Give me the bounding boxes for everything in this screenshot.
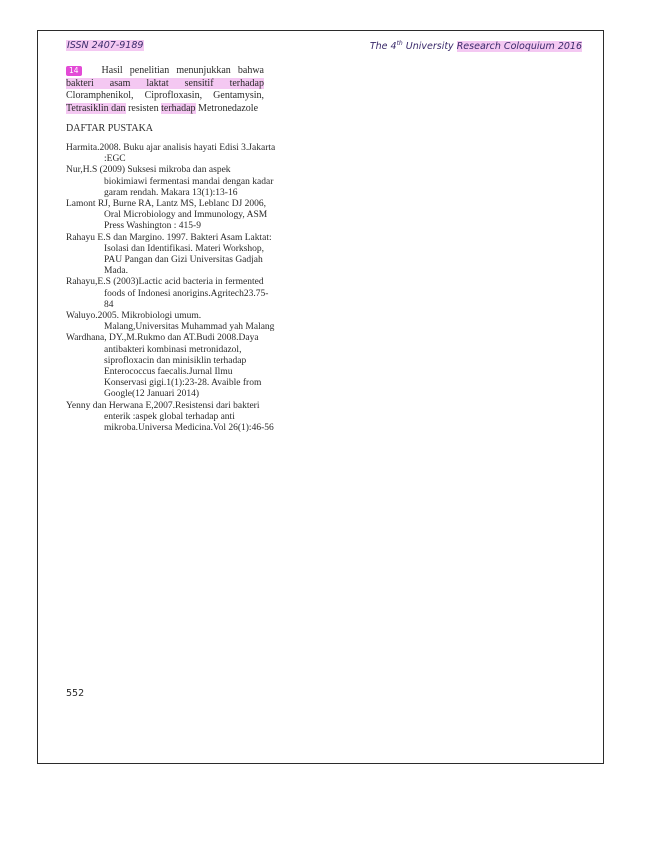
body-line-4-highlight-b: terhadap bbox=[161, 102, 196, 114]
body-line-3: Cloramphenikol, Ciprofloxasin, Gentamysin, bbox=[66, 90, 264, 101]
conference-highlight: Research Coloquium 2016 bbox=[456, 41, 582, 53]
reference-entry: Waluyo.2005. Mikrobiologi umum. Malang,Universitas Muhammad yah Malang bbox=[66, 311, 275, 333]
conference-header bbox=[370, 40, 582, 52]
conference-middle: University bbox=[402, 41, 457, 53]
body-line-4-highlight-a: Tetrasiklin dan bbox=[66, 102, 126, 114]
reference-entry: Lamont RJ, Burne RA, Lantz MS, Leblanc DJ 2006, Oral Microbiology and Immunology, ASM Press Washington : 415-9 bbox=[66, 199, 268, 232]
body-line-4-mid: resisten bbox=[125, 102, 162, 114]
body-line-1: Hasil penelitian menunjukkan bahwa bbox=[101, 65, 264, 76]
references-list bbox=[66, 143, 276, 434]
issn-header: ISSN 2407-9189 bbox=[67, 40, 144, 51]
body-line-2-highlight: bakteri asam laktat sensitif terhadap bbox=[66, 77, 264, 89]
conference-ordinal: th bbox=[396, 40, 403, 47]
reference-entry: Nur,H.S (2009) Suksesi mikroba dan aspek biokimiawi fermentasi mandai dengan kadar garam rendah. Makara 13(1):13-16 bbox=[66, 165, 274, 198]
conference-prefix: The 4 bbox=[369, 41, 397, 53]
body-line-4-end: Metronedazole bbox=[195, 102, 259, 114]
references-heading: DAFTAR PUSTAKA bbox=[66, 123, 154, 134]
reference-entry: Rahayu E.S dan Margino. 1997. Bakteri Asam Laktat: Isolasi dan Identifikasi. Materi Workshop, PAU Pangan dan Gizi Universitas Gadjah Mada. bbox=[66, 232, 272, 277]
conclusion-paragraph bbox=[66, 65, 264, 115]
reference-entry: Wardhana, DY.,M.Rukmo dan AT.Budi 2008.Daya antibakteri kombinasi metronidazol, siprofloxacin dan minisiklin terhadap Enterococcus faecalis.Jurnal Ilmu Konservasi gigi.1(1):23-28. Avaible from Google(12 Januari 2014) bbox=[66, 333, 262, 400]
reference-entry: Harmita.2008. Buku ajar analisis hayati Edisi 3.Jakarta :EGC bbox=[66, 143, 276, 165]
annotation-badge[interactable]: 14 bbox=[66, 66, 82, 76]
page-number: 552 bbox=[66, 688, 85, 699]
reference-entry: Rahayu,E.S (2003)Lactic acid bacteria in fermented foods of Indonesi anorigins.Agritech23.75-84 bbox=[66, 277, 269, 310]
reference-entry: Yenny dan Herwana E,2007.Resistensi dari bakteri enterik :aspek global terhadap anti mikroba.Universa Medicina.Vol 26(1):46-56 bbox=[66, 400, 274, 434]
